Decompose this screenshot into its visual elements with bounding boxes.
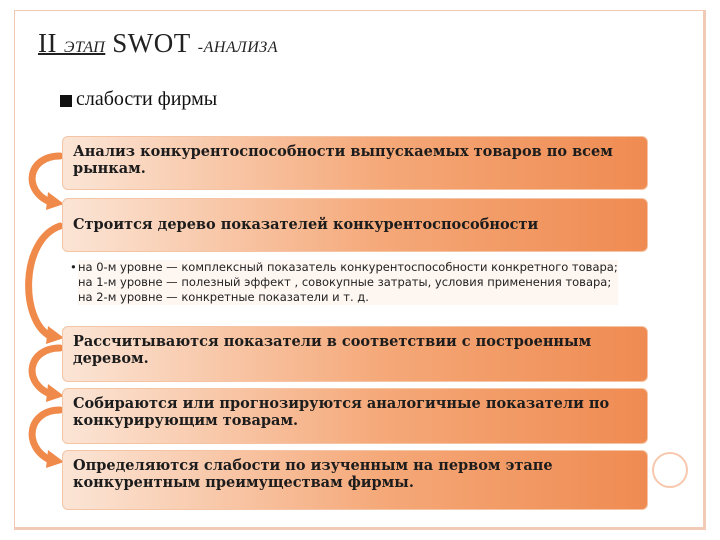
bullet-text: слабости фирмы — [76, 88, 218, 110]
subnote — [70, 260, 618, 305]
step-box-4 — [62, 388, 648, 444]
bullet-weaknesses — [60, 88, 217, 111]
step-text-3: Рассчитываются показатели в соответствии с построенным деревом. — [73, 333, 592, 367]
square-bullet-icon — [60, 95, 72, 107]
step-box-2 — [62, 198, 648, 252]
title-analysis: -АНАЛИЗА — [197, 39, 278, 56]
step-text-5: Определяются слабости по изученным на первом этапе конкурентным преимуществам фирмы. — [73, 457, 553, 491]
step-box-5 — [62, 450, 648, 510]
step-text-1: Анализ конкурентоспособности выпускаемых товаров по всем рынкам. — [73, 143, 613, 177]
decorative-circle — [652, 452, 688, 488]
title-swot: SWOT — [112, 28, 191, 58]
step-text-2: Строится дерево показателей конкурентоспособности — [73, 216, 539, 233]
title-roman: II — [38, 28, 57, 58]
step-text-4: Собираются или прогнозируются аналогичные показатели по конкурирующим товарам. — [73, 395, 610, 429]
step-box-3 — [62, 326, 648, 382]
title-stage: ЭТАП — [63, 39, 106, 56]
subnote-text: на 0-м уровне — комплексный показатель конкурентоспособности конкретного товара; на 1-м уровне — полезный эффект , совокупные затраты, условия применения товара; на 2-м уровне — конкретные показатели и т. д. — [78, 260, 618, 304]
slide-title — [38, 28, 278, 59]
bullet-dot-icon: • — [70, 260, 77, 274]
step-box-1 — [62, 136, 648, 190]
